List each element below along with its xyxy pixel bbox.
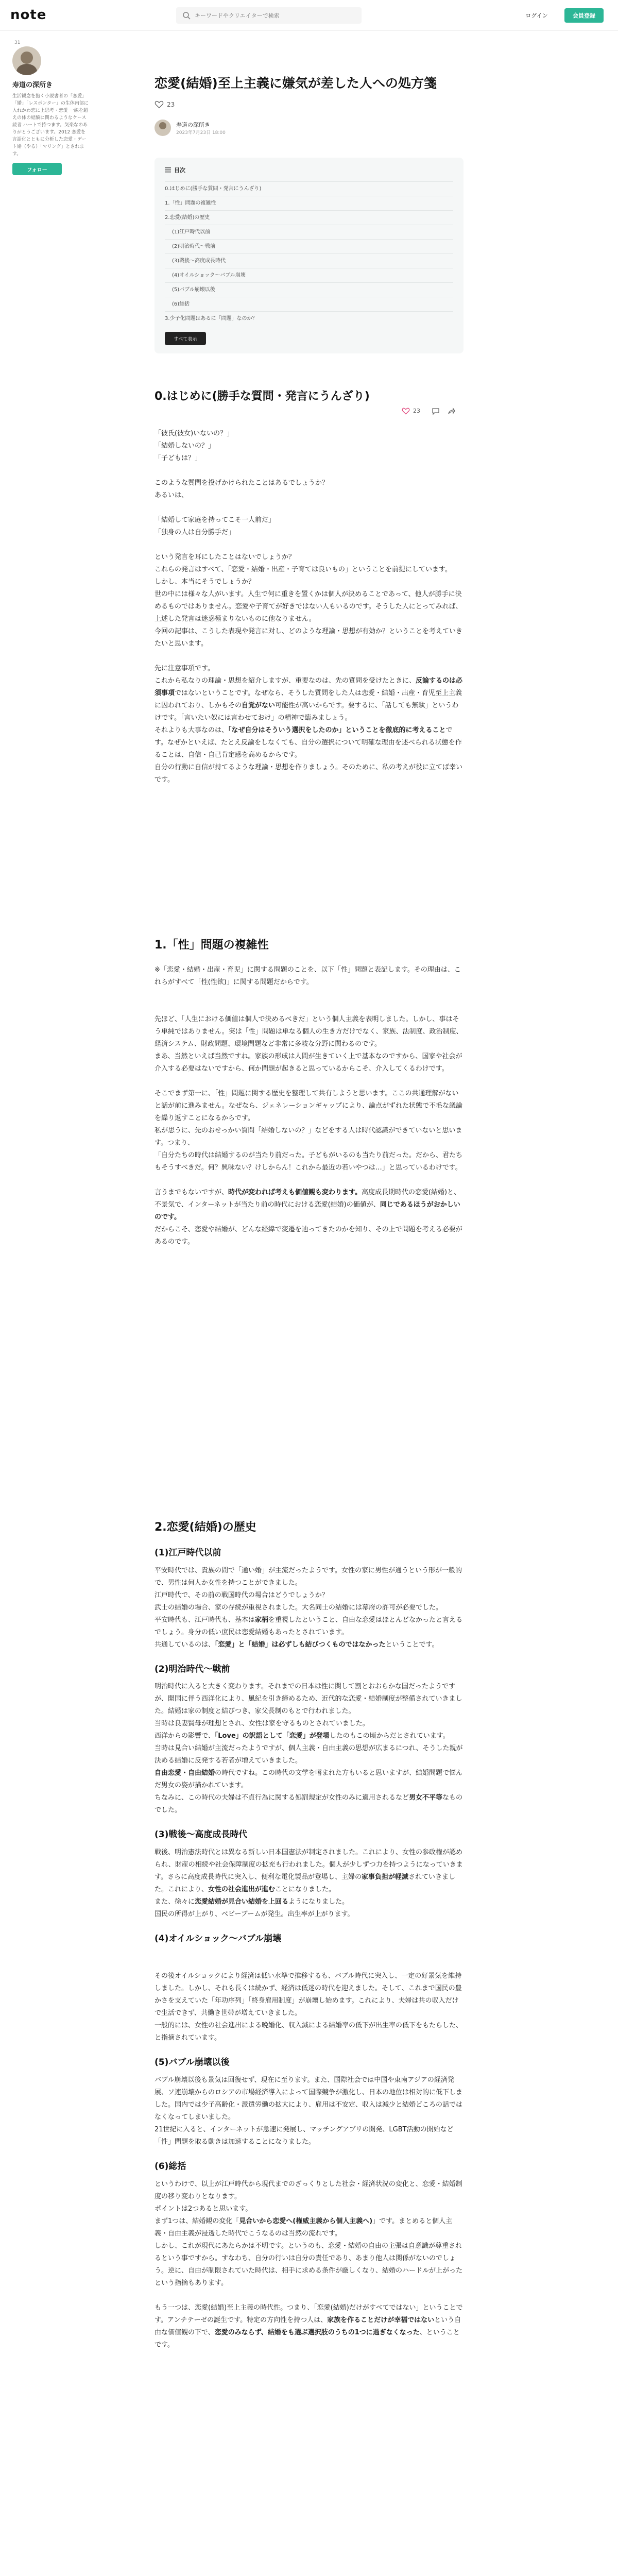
paragraph: ※「恋愛・結婚・出産・育児」に関する問題のことを、以下「性」問題と表記します。その理由は、これらがすべて「性(性欲)」に関する問題だからです。 xyxy=(154,965,461,986)
bold-text: 反論するのは必須事項 xyxy=(154,677,463,697)
paragraph xyxy=(154,1730,464,1742)
register-button[interactable]: 会員登録 xyxy=(564,8,604,23)
paragraph: 先に注意事項です。 xyxy=(154,665,214,672)
avatar[interactable] xyxy=(12,46,41,75)
text: これから私なりの理論・思想を紹介しますが、重要なのは、先の質問を受けたときに、 xyxy=(154,677,416,685)
subsection-heading: (3)戦後～高度成長時代 xyxy=(154,1829,248,1840)
follow-button[interactable]: フォロー xyxy=(12,163,62,175)
paragraph xyxy=(154,1767,464,1792)
paragraph: 今回の記事は、こうした表現や発言に対し、どのような理論・思想が有効か？ということを考えていきたいと思います。 xyxy=(154,628,463,648)
paragraph: 当時は見合い結婚が主流だったようですが、個人主義・自由主義の思想が広まるにつれ、そうした親が決める結婚に反発する若者が増えていきました。 xyxy=(154,1744,463,1765)
text: なものでした。 xyxy=(154,1794,463,1815)
toc-item[interactable]: 2.恋愛(結婚)の歴史 xyxy=(165,210,453,225)
text: もう一つは、恋愛(結婚)至上主義の時代性。つまり、「恋愛(結婚)だけがすべてではない」ということです。アンチテーゼの誕生です。特定の方向性を持つ人は、 xyxy=(154,2303,463,2324)
text: 戦後、明治憲法時代とは異なる新しい日本国憲法が制定されました。これにより、女性の参政権が認められ、財産の相続や社会保障制度の拡充も行われました。個人が少しずつ力を持つようになっていきます。さらに高度成長時代に突入し、便利な電化製品が登場し、主婦の xyxy=(154,1849,463,1882)
paragraph xyxy=(154,675,464,724)
text: ということです。 xyxy=(385,1640,439,1649)
paragraph xyxy=(154,1896,464,1908)
article xyxy=(154,46,464,353)
paragraph: 明治時代に入ると大きく変わります。それまでの日本は性に関して割とおおらかな国だったようですが、開国に伴う西洋化により、風紀を引き締めるため、近代的な恋愛・結婚制度が整備されていきました。結婚は家の制度と結びつき、家父長制のもとで行われました。 xyxy=(154,1683,462,1716)
text: ようになりました。 xyxy=(288,1898,349,1906)
paragraph: 21世紀に入ると、インターネットが急速に発展し、マッチングアプリの開発、LGBT活動の開始など「性」問題を取る動きは加速することになりました。 xyxy=(154,2125,454,2146)
author-name[interactable]: 寿道の深所き xyxy=(176,122,210,129)
paragraph xyxy=(154,1846,464,1896)
paragraph: しかし、これが現代にあたらかは不明です。というのも、恋愛・結婚の自由の主張は自意識が尊重されるという事ですから。すなわち、自分の行いは自分の責任であり、あまり他人は関係がないのでしょう。逆に、自由が制限されていた時代は、相手に求める条件が厳しくなり、結婚のハードルが上がったという指摘もあります。 xyxy=(154,2242,463,2287)
bold-text: 男女不平等 xyxy=(409,1794,443,1802)
text: 言うまでもないですが、 xyxy=(154,1188,229,1196)
search-input[interactable] xyxy=(195,7,354,24)
toc-title: 目次 xyxy=(174,167,185,174)
paragraph: 一般的には、女性の社会進出による晩婚化、収入減による結婚率の低下が出生率の低下をもたらした、と指摘されています。 xyxy=(154,2021,463,2042)
subsection-heading: (4)オイルショック～バブル崩壊 xyxy=(154,1934,282,1944)
paragraph: 国民の所得が上がり、ベビーブームが発生。出生率が上がります。 xyxy=(154,1910,354,1919)
bold-text: 見合いから恋愛へ(権威主義から個人主義へ) xyxy=(239,2217,373,2225)
paragraph: 先ほど、「人生における価値は個人で決めるべきだ」という個人主義を表明しました。しかし、事はそう単純ではありません。実は「性」問題は単なる個人の生き方だけでなく、家族、法制度、政治制度、経済システム、財政問題、環境問題など非常に多岐な分野に関わるのです。 xyxy=(154,1015,463,1048)
subsection-heading: (5)バブル崩壊以後 xyxy=(154,2057,230,2067)
text: まず1つは、結婚観の変化「 xyxy=(154,2217,239,2225)
section-like-count: 23 xyxy=(413,408,420,414)
paragraph xyxy=(154,1639,464,1651)
bold-text: 自由恋愛・自由結婚 xyxy=(154,1769,215,1777)
text: という自由な価値観の下で、 xyxy=(154,2316,461,2336)
text: また、徐々に xyxy=(154,1898,195,1906)
toc-show-all-button[interactable]: すべて表示 xyxy=(165,332,206,345)
quote-line: 「子どもは？」 xyxy=(154,454,202,462)
search-icon xyxy=(182,11,191,20)
toc-item[interactable]: 0.はじめに(勝手な質問・発言にうんざり) xyxy=(165,181,453,196)
bold-text: 「恋愛」と「結婚」は必ずしも結びつくものではなかった xyxy=(215,1640,386,1649)
search-box[interactable] xyxy=(176,7,362,24)
paragraph xyxy=(154,1614,464,1639)
toc-item[interactable]: 3.少子化問題はあるに「問題」なのか？ xyxy=(165,311,453,326)
paragraph: だからこそ、恋愛や結婚が、どんな経緯で変遷を辿ってきたのかを知り、その上で問題を考える必要があるのです。 xyxy=(154,1225,462,1246)
subsection-heading: (1)江戸時代以前 xyxy=(154,1547,221,1558)
heart-icon[interactable] xyxy=(402,407,410,415)
paragraph: 「自分たちの時代は結婚するのが当たり前だった。子どもがいるのも当たり前だった。だから、君たちもそうすべきだ。何？興味ない？けしからん！これから最近の若いやつは…」と思っているわけです。 xyxy=(154,1151,463,1172)
paragraph: バブル崩壊以後も景気は回復せず、現在に至ります。また、国際社会では中国や東南アジアの経済発展、ソ連崩壊からのロシアの市場経済導入によって国際競争が激化し、日本の地位は相対的に低下しました。国内では少子高齢化・派遣労働の拡大により、雇用は不安定、収入は減少と結婚どころの話ではなくなってしまいました。 xyxy=(154,2076,463,2121)
section-heading: 1.「性」問題の複雑性 xyxy=(154,939,269,952)
section-heading: 0.はじめに(勝手な質問・発言にうんざり) xyxy=(154,390,370,403)
text: 共通しているのは、 xyxy=(154,1640,215,1649)
toc-item[interactable]: (1)江戸時代以前 xyxy=(165,225,453,239)
text: 高度成長期時代の恋愛(結婚)と、不景気で、インターネットが当たり前の時代における恋愛(結婚)の価値が、 xyxy=(154,1188,461,1209)
publish-date: 2023年7月23日 18:00 xyxy=(176,130,226,136)
bold-text: 自覚がない xyxy=(242,702,276,709)
toc-header xyxy=(165,166,453,174)
toc-item[interactable]: (3)戦後～高度成長時代 xyxy=(165,253,453,268)
bold-text: 「Love」の訳語として「恋愛」が登場 xyxy=(214,1732,330,1740)
text: ちなみに、この時代の夫婦は不貞行為に関する処罰規定が女性のみに適用されるなど xyxy=(154,1794,409,1802)
paragraph: しかし、本当にそうでしょうか？ xyxy=(154,578,255,586)
share-icon[interactable] xyxy=(447,407,455,415)
paragraph: 当時は良妻賢母が理想とされ、女性は家を守るものとされていました。 xyxy=(154,1720,369,1728)
sidebar-counter: 31 xyxy=(14,40,21,45)
text: 平安時代も、江戸時代も、基本は xyxy=(154,1616,255,1624)
paragraph: 平安時代では、貴族の間で「通い婚」が主流だったようです。女性の家に男性が通うという形が一般的で、男性は何人か女性を持つことができました。 xyxy=(154,1566,462,1587)
paragraph: 武士の結婚の場合、家の存続が重視されました。大名同士の結婚には幕府の許可が必要でした。 xyxy=(154,1603,443,1612)
section-0-body xyxy=(154,428,464,786)
paragraph: という発言を耳にしたことはないでしょうか？ xyxy=(154,553,296,561)
title-actions xyxy=(154,99,464,111)
toc-item[interactable]: 1.「性」問題の複雑性 xyxy=(165,196,453,210)
section-heading: 2.恋愛(結婚)の歴史 xyxy=(154,1521,256,1534)
text: ことになりました。 xyxy=(275,1886,336,1894)
bold-text: 「なぜ自分はそういう選択をしたのか」ということを徹底的に考えること xyxy=(228,726,446,734)
table-of-contents xyxy=(154,158,464,353)
paragraph xyxy=(154,1187,464,1224)
author-block xyxy=(154,120,464,138)
bold-text: 時代が変われば考えも価値観も変わります。 xyxy=(228,1188,362,1196)
author-avatar[interactable] xyxy=(154,120,171,136)
bold-text: 恋愛結婚が見合い結婚を上回る xyxy=(195,1898,289,1906)
subsection-heading: (2)明治時代～戦前 xyxy=(154,1664,230,1674)
bold-text: 恋愛のみならず、結婚をも選ぶ選択肢のうちの1つに過ぎなくなった xyxy=(214,2328,420,2336)
text: 可能性が高いからです。要するに、「話しても無駄」というわけです。「言いたい奴には言わせておけ」の精神で臨みましょう。 xyxy=(154,702,459,722)
creator-sidebar xyxy=(12,40,90,175)
paragraph: これらの発言はすべて、「恋愛・結婚・出産・子育ては良いもの」ということを前提にしています。 xyxy=(154,566,452,573)
bold-text: 同じであるほうがおかしいのです。 xyxy=(154,1200,460,1221)
text: 西洋からの影響で、 xyxy=(154,1732,215,1740)
creator-bio: 生活観念を抱く小説書者の「恋愛」「婚」「レスポンター」の生体内部に入れかわ恋に上思考・恋愛 一線を超えの体の経験に関わるようなケース読者 ハートで持つます。気楽なのありがとうございます。2012 恋愛を言語化とともに分析した恋愛・デート婚（やる）「マリング」とされます。 xyxy=(12,94,89,157)
toc-item[interactable]: (5)バブル崩壊以後 xyxy=(165,282,453,297)
paragraph: というわけで、以上が江戸時代から現代までのざっくりとした社会・経済状況の変化と、恋愛・結婚制度の移り変わりとなります。 xyxy=(154,2180,462,2200)
toc-list xyxy=(165,181,453,326)
heart-icon[interactable] xyxy=(154,100,164,109)
text: ではないということです。なぜなら、そうした質問をした人は恋愛・結婚・出産・育児至上主義に囚われており、しかもその xyxy=(154,689,462,709)
text: それよりも大事なのは、 xyxy=(154,726,229,734)
subsection-heading: (6)総括 xyxy=(154,2161,186,2172)
text: 、ということです。 xyxy=(154,2328,460,2349)
paragraph: 私が思うに、先のおせっかい質問「結婚しないの？」などをする人は時代認識ができていないと思います。つまり、 xyxy=(154,1126,462,1147)
text: 」です。まとめると個人主義・自由主義が浸透した時代でこうなるのは当然の流れです。 xyxy=(154,2217,453,2238)
login-button[interactable]: ログイン xyxy=(517,8,556,23)
paragraph: ポイントは2つあると思います。 xyxy=(154,2205,252,2213)
section-0 xyxy=(154,389,464,405)
bold-text: 家柄 xyxy=(255,1616,269,1624)
paragraph: 江戸時代で、その前の戦国時代の場合はどうでしょうか？ xyxy=(154,1591,329,1599)
like-count: 23 xyxy=(167,101,175,109)
creator-name[interactable]: 寿道の深所き xyxy=(12,81,53,89)
paragraph: 世の中には様々な人がいます。人生で何に重きを置くかは個人が決めることであって、他人が勝手に決めるものではありません。恋愛や子育てが好きではない人もいるのです。そうした人にとってみれば、上述した発言は迷惑極まりないものに他なりません。 xyxy=(154,590,462,623)
toc-item[interactable]: (2)明治時代～戦前 xyxy=(165,239,453,253)
paragraph: そこでまず第一に、「性」問題に関する歴史を整理して共有しようと思います。ここの共通理解がないと話が前に進みません。なぜなら、ジェネレーションギャップにより、論点がずれた状態で不毛な議論を繰り返すことになるからです。 xyxy=(154,1089,463,1122)
paragraph: あるいは、 xyxy=(154,492,188,499)
paragraph: 自分の行動に自信が持てるような理論・思想を作りましょう。そのために、私の考えが役に立てば幸いです。 xyxy=(154,764,463,784)
bold-text: 女性の社会進出が進む xyxy=(208,1886,276,1894)
quote-line: 「結婚して家庭を持ってこそ一人前だ」 xyxy=(154,516,276,524)
paragraph: その後オイルショックにより経済は低い水準で推移するも、バブル時代に突入し、一定の好景気を維持しました。しかし、それも長くは続かず、経済は低迷の時代を迎えました。そして、これまで国民の豊かさを支えていた「年功序列」「終身雇用制度」が崩壊し始めます。これにより、夫婦は共の収入だけで生活できず、共働き世帯が増えていきました。 xyxy=(154,1972,462,2017)
bold-text: 家族を作ることだけが幸福ではない xyxy=(327,2316,435,2324)
bold-text: 家事負担が軽減 xyxy=(361,1873,408,1882)
paragraph xyxy=(154,724,464,761)
article-title: 恋愛(結婚)至上主義に嫌気が差した人への処方箋 xyxy=(154,76,437,91)
quote-line: 「結婚しないの？」 xyxy=(154,442,215,450)
paragraph xyxy=(154,2302,464,2351)
paragraph xyxy=(154,1792,464,1817)
paragraph xyxy=(154,2215,464,2240)
site-header xyxy=(0,0,618,31)
text: の時代ですね。この時代の文学を嗜まれた方もいると思いますが、結婚問題で悩んだ男女の姿が描かれています。 xyxy=(154,1769,463,1790)
note-logo[interactable]: note xyxy=(10,7,47,23)
paragraph: このような質問を投げかけられたことはあるでしょうか？ xyxy=(154,479,329,487)
text: を重視したということ、自由な恋愛はほとんどなかったと言えるでしょう。身分の低い庶民は恋愛結婚もあったとされています。 xyxy=(154,1616,463,1636)
toc-item[interactable]: (4)オイルショック～バブル崩壊 xyxy=(165,268,453,282)
list-icon xyxy=(165,167,171,173)
quote-line: 「彼氏(彼女)いないの？」 xyxy=(154,430,234,437)
paragraph: まあ、当然といえば当然ですね。家族の形成は人間が生きていく上で基本なのですから、国家や社会が介入する必要はないですから、何か問題が起きると思っているからこそ、介入してくるわけです。 xyxy=(154,1052,462,1073)
section-actions xyxy=(402,406,464,416)
toc-item[interactable]: (6)総括 xyxy=(165,297,453,311)
text: です。なぜかといえば、たとえ反論をしなくても、自分の選択について明確な理由を述べられる状態を作ることは、自信・自己肯定感を高めるからです。 xyxy=(154,726,462,759)
comment-icon[interactable] xyxy=(432,407,440,415)
text: されていきました。これにより、 xyxy=(154,1873,455,1894)
text: したのもこの頃からだとされています。 xyxy=(329,1732,450,1740)
section-2 xyxy=(154,1520,464,2351)
section-1 xyxy=(154,938,464,1248)
quote-line: 「独身の人は自分勝手だ」 xyxy=(154,529,235,536)
